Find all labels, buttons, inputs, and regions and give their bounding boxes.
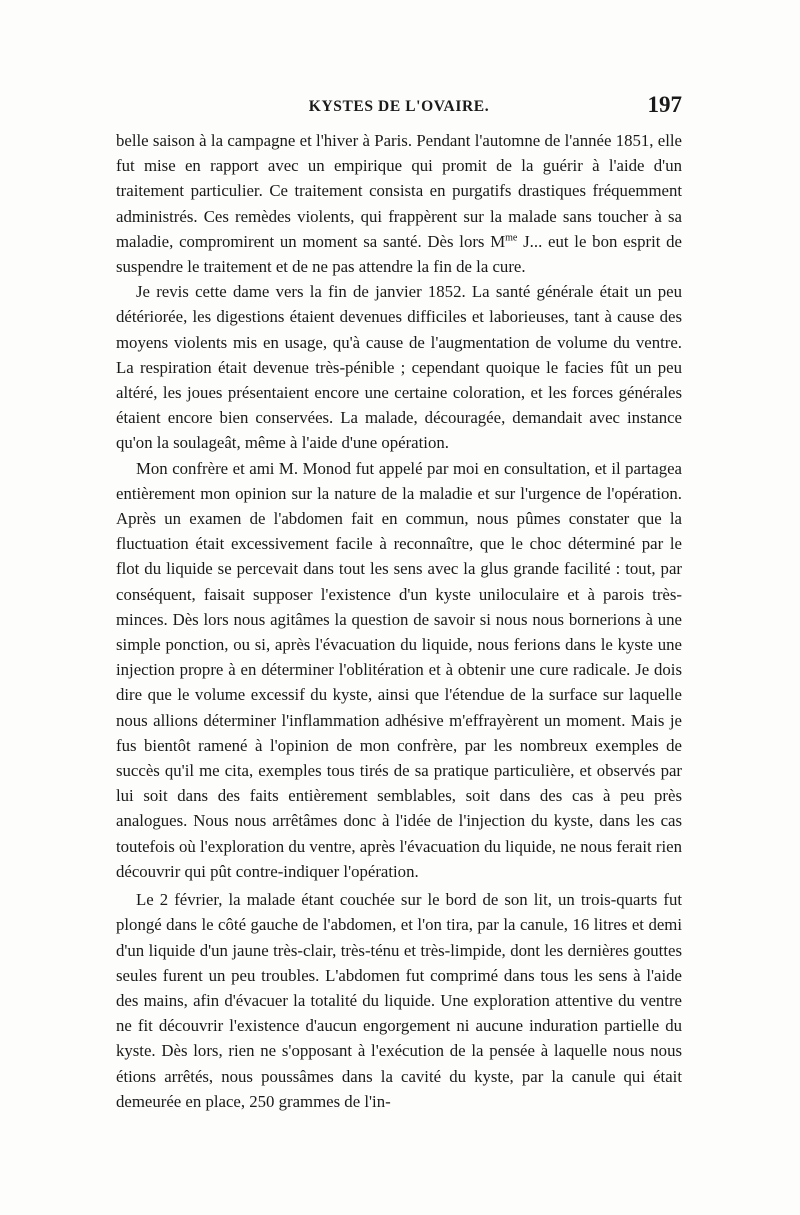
paragraph-text: J... eut le bon esprit de suspendre le traitement et de ne pas attendre la fin de la cure. bbox=[116, 231, 683, 277]
body-text bbox=[116, 128, 682, 1114]
running-header bbox=[116, 92, 682, 122]
superscript-abbreviation: me bbox=[505, 232, 518, 244]
paragraph: Le 2 février, la malade étant couchée sur le bord de son lit, un trois-quarts fut plongé dans le côté gauche de l'abdomen, et l'on tira, par la canule, 16 litres et demi d'un liquide d'un jaune très-clair, très-ténu et très-limpide, dont les dernières gouttes seules furent un peu troubles. L'abdomen fut comprimé dans tous les sens à l'aide des mains, afin d'évacuer la totalité du liquide. Une exploration attentive du ventre ne fit découvrir l'existence d'aucun engorgement ni aucune induration partielle du kyste. Dès lors, rien ne s'opposant à l'exécution de la pensée à laquelle nous nous étions arrêtés, nous poussâmes dans la cavité du kyste, par la canule qui était demeurée en place, 250 grammes de l'in- bbox=[116, 890, 682, 1111]
running-title: KYSTES DE L'OVAIRE. bbox=[308, 98, 490, 115]
paragraph: Je revis cette dame vers la fin de janvier 1852. La santé générale était un peu détériorée, les digestions étaient devenues difficiles et laborieuses, tant à cause des moyens violents mis en usage, qu'à cause de l'augmentation de volume du ventre. La respiration était devenue très-pénible ; cependant quoique le facies fût un peu altéré, les joues présentaient encore une certaine coloration, et les forces générales étaient encore bien conservées. La malade, découragée, demandait avec instance qu'on la soulageât, même à l'aide d'une opération. bbox=[116, 282, 682, 453]
paragraph bbox=[116, 128, 682, 279]
paragraph-text: belle saison à la campagne et l'hiver à Paris. Pendant l'automne de l'année 1851, elle fut mise en rapport avec un empirique qui promit de la guérir à l'aide d'un traitement particulier. Ce traitement consista en purgatifs drastiques fréquemment administrés. Ces remèdes violents, qui frappèrent sur la malade sans toucher à sa maladie, compromirent un moment sa santé. Dès lors M bbox=[116, 131, 682, 251]
page-number: 197 bbox=[647, 92, 682, 117]
paragraph: Mon confrère et ami M. Monod fut appelé par moi en consultation, et il partagea entièrement mon opinion sur la nature de la maladie et sur l'urgence de l'opération. Après un examen de l'abdomen fait en commun, nous pûmes constater que la fluctuation était excessivement facile à reconnaître, que le choc déterminé par le flot du liquide se percevait dans tout les sens avec la glus grande facilité : tout, par conséquent, faisait supposer l'existence d'un kyste uniloculaire et à parois très-minces. Dès lors nous agitâmes la question de savoir si nous nous bornerions à une simple ponction, ou si, après l'évacuation du liquide, nous ferions dans le kyste une injection propre à en déterminer l'oblitération et à obtenir une cure radicale. Je dois dire que le volume excessif du kyste, ainsi que l'étendue de la surface sur laquelle nous allions déterminer l'inflammation adhésive m'effrayèrent un moment. Mais je fus bientôt ramené à l'opinion de mon confrère, par les nombreux exemples de succès qu'il me cita, exemples tous tirés de sa pratique particulière, et observés par lui soit dans des faits entièrement semblables, soit dans des cas à peu près analogues. Nous nous arrêtâmes donc à l'idée de l'injection du kyste, dans les cas toutefois où l'exploration du ventre, après l'évacuation du liquide, ne nous ferait rien découvrir qui pût contre-indiquer l'opération. bbox=[116, 458, 682, 881]
